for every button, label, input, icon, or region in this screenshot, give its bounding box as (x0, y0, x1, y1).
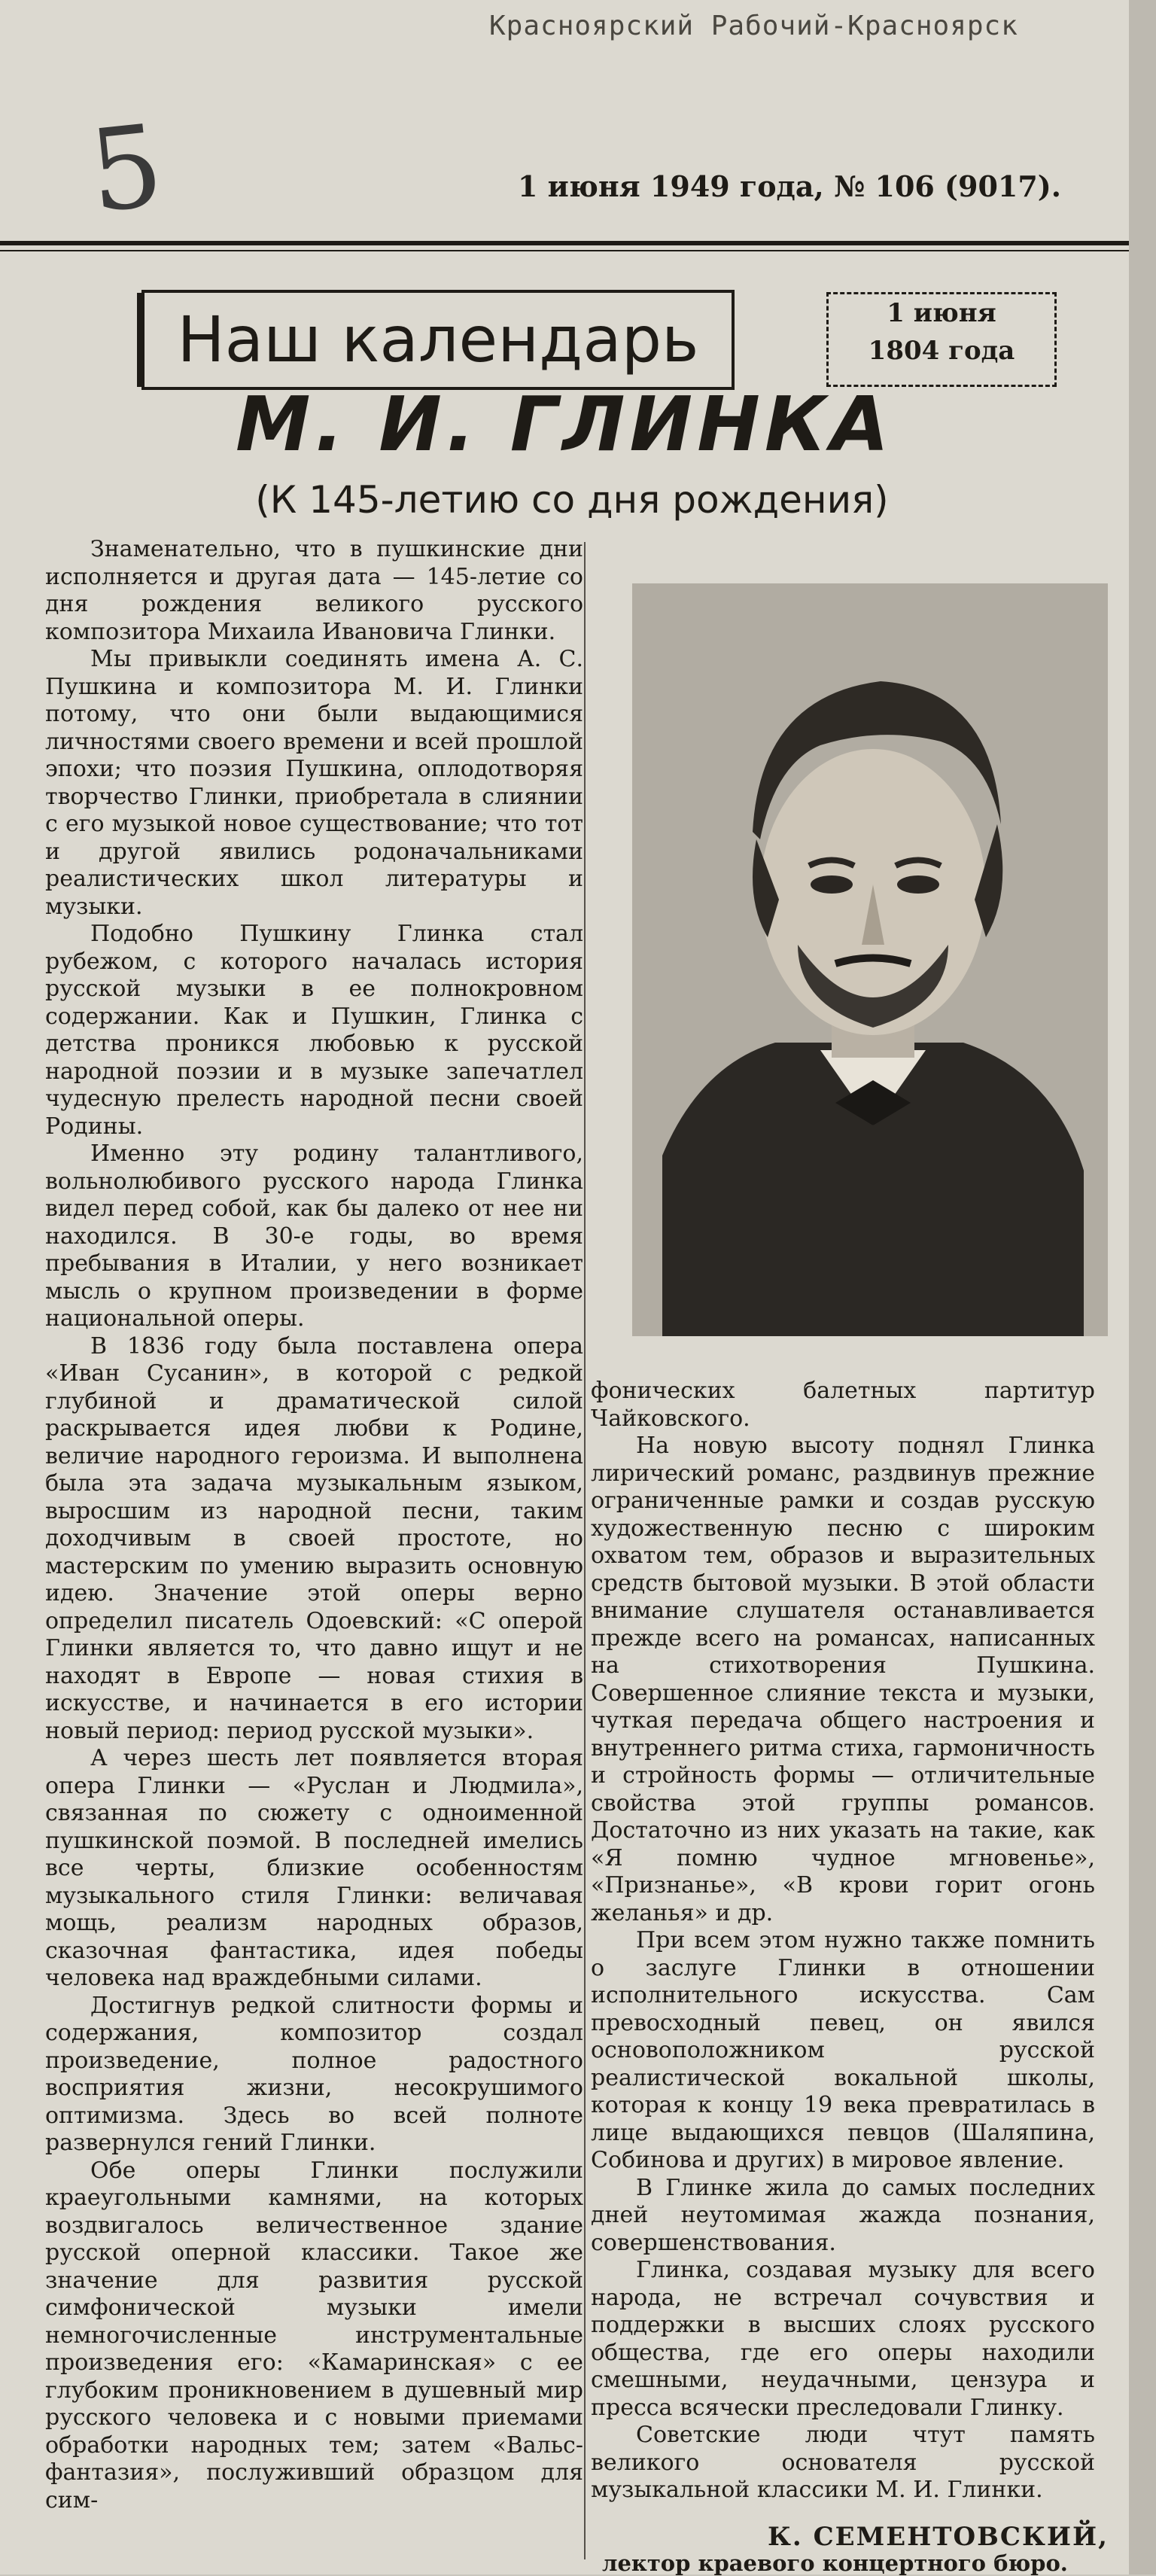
author-name: К. СЕМЕНТОВСКИЙ, (768, 2522, 1109, 2552)
paragraph: Мы привыкли соединять имена А. С. Пушкина и композитора М. И. Глинки потому, что они были выдающимися личностями своего времени и всей прошлой эпохи; что поэзия Пушкина, оплодотворяя творчество Глинки, приобретала в слиянии с его музыкой новое существование; что тот и другой явились родоначальниками реалистических школ литературы и музыки. (45, 646, 583, 920)
paragraph: В Глинке жила до самых последних дней неутомимая жажда познания, совершенствования. (591, 2174, 1095, 2256)
article-column-right (591, 1378, 1095, 2504)
author-title: лектор краевого концертного бюро. (602, 2550, 1068, 2576)
rubric-date-year: 1804 года (868, 336, 1015, 366)
rubric-date-day: 1 июня (887, 298, 996, 328)
pencil-page-mark: 5 (84, 100, 169, 239)
column-divider (584, 542, 586, 2559)
paragraph: Достигнув редкой слитности формы и содержания, композитор создал произведение, полное радостного восприятия жизни, несокрушимого оптимизма. Здесь во всей полноте развернулся гений Глинки. (45, 1992, 583, 2156)
article-subheadline: (К 145-летию со дня рождения) (255, 478, 889, 522)
paragraph: Советские люди чтут память великого основателя русской музыкальной классики М. И. Глинки. (591, 2422, 1095, 2503)
portrait-image (632, 583, 1108, 1336)
paragraph: Подобно Пушкину Глинка стал рубежом, с которого началась история русской музыки в ее полнокровном содержании. Как и Пушкин, Глинка с детства проникся любовью к русской народной поэзии и в музыке запечатлел чудесную прелесть народной песни своей Родины. (45, 921, 583, 1140)
paragraph: В 1836 году была поставлена опера «Иван Сусанин», в которой с редкой глубиной и драматической силой раскрывается идея любви к Родине, величие народного героизма. И выполнена была эта задача музыкальным языком, выросшим из народной песни, таким доходчивым в своей простоте, но мастерским по умению выразить основную идею. Значение этой оперы верно определил писатель Одоевский: «С оперой Глинки является то, что давно ищут и не находят в Европе — новая стихия в искусстве, и начинается в его истории новый период: период русской музыки». (45, 1332, 583, 1744)
issue-date: 1 июня 1949 года, № 106 (9017). (518, 169, 1061, 203)
paragraph: фонических балетных партитур Чайковского. (591, 1378, 1095, 1432)
scan-background-edge (1129, 0, 1156, 2574)
paragraph: А через шесть лет появляется вторая опера Глинки — «Руслан и Людмила», связанная по сюжету с одноименной пушкинской поэмой. В последней имелись все черты, близкие особенностям музыкального стиля Глинки: величавая мощь, реализм народных образов, сказочная фантастика, идея победы человека над враждебными силами. (45, 1745, 583, 1991)
article-column-left (45, 536, 583, 2514)
article-headline: М. И. ГЛИНКА (235, 380, 894, 468)
header-rule (0, 241, 1129, 245)
paragraph: Глинка, создавая музыку для всего народа, не встречал сочувствия и поддержки в высших слоях русского общества, где его оперы находили смешными, неудачными, цензура и пресса всячески преследовали Глинку. (591, 2257, 1095, 2421)
portrait-illustration (632, 583, 1108, 1336)
paragraph: При всем этом нужно также помнить о заслуге Глинки в отношении исполнительного искусства. Сам превосходный певец, он явился основоположником русской реалистической вокальной школы, которая к концу 19 века превратилась в лице выдающихся певцов (Шаляпина, Собинова и других) в мировое явление. (591, 1927, 1095, 2173)
paragraph: Обе оперы Глинки послужили краеугольными камнями, на которых воздвигалось величественное здание русской оперной классики. Такое же значение для развития русской симфонической музыки имели немногочисленные инструментальные произведения его: «Камаринская» с ее глубоким проникновением в душевный мир русского человека и с новыми приемами обработки народных тем; затем «Вальс-фантазия», послуживший образцом для сим- (45, 2157, 583, 2514)
paragraph: Именно эту родину талантливого, вольнолюбивого русского народа Глинка видел перед собой, как бы далеко от нее ни находился. В 30-е годы, во время пребывания в Италии, у него возникает мысль о крупном произведении в форме национальной оперы. (45, 1140, 583, 1332)
rubric-date-box (826, 292, 1057, 387)
source-stamp: Красноярский Рабочий-Красноярск (489, 11, 1018, 41)
paragraph: На новую высоту поднял Глинка лирический романс, раздвинув прежние ограниченные рамки и создав русскую художественную песню с широким охватом тем, образов и выразительных средств бытовой музыки. В этой области внимание слушателя останавливается прежде всего на романсах, написанных на стихотворения Пушкина. Совершенное слияние текста и музыки, чуткая передача общего настроения и внутреннего ритма стиха, гармоничность и стройность формы — отличительные свойства этой группы романсов. Достаточно из них указать на такие, как «Я помню чудное мгновенье», «Признанье», «В крови горит огонь желанья» и др. (591, 1433, 1095, 1926)
header-rule-thin (0, 250, 1129, 251)
paragraph: Знаменательно, что в пушкинские дни исполняется и другая дата — 145-летие со дня рождения великого русского композитора Михаила Ивановича Глинки. (45, 536, 583, 645)
rubric-title: Наш календарь (141, 290, 735, 390)
